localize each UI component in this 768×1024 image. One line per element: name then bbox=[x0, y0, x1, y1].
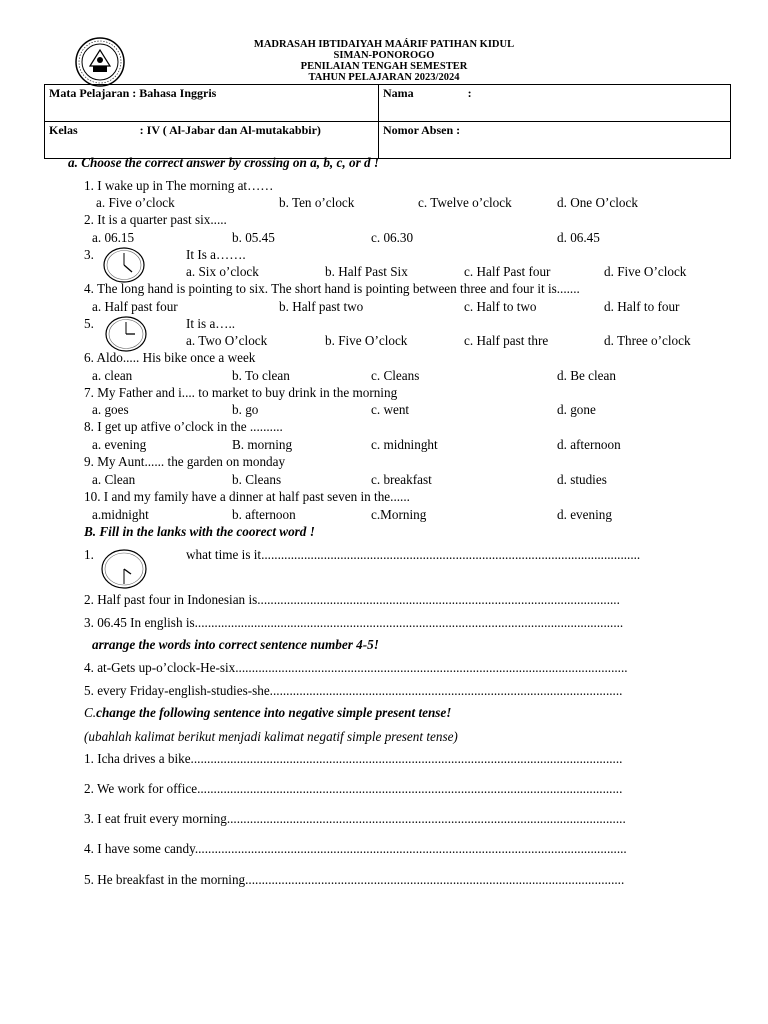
q4-option-d[interactable]: d. Half to four bbox=[604, 299, 680, 314]
name-cell[interactable] bbox=[379, 85, 731, 122]
question-5-number: 5. bbox=[84, 316, 94, 331]
question-5: It is a….. bbox=[186, 316, 236, 331]
q9-option-d[interactable]: d. studies bbox=[557, 472, 607, 487]
school-place: SIMAN-PONOROGO bbox=[333, 50, 435, 61]
absen-cell[interactable] bbox=[379, 122, 731, 159]
q1-option-a[interactable]: a. Five o’clock bbox=[96, 195, 175, 210]
class-label: Kelas bbox=[49, 123, 78, 137]
q2-option-c[interactable]: c. 06.30 bbox=[371, 230, 414, 245]
q6-option-a[interactable]: a. clean bbox=[92, 368, 133, 383]
section-c-letter: C. bbox=[84, 705, 97, 720]
question-10: 10. I and my family have a dinner at half past seven in the...... bbox=[84, 489, 410, 504]
q5-option-b[interactable]: b. Five O’clock bbox=[325, 333, 408, 348]
q9-option-b[interactable]: b. Cleans bbox=[232, 472, 282, 487]
clock-icon bbox=[100, 548, 148, 590]
clock-icon bbox=[102, 246, 146, 284]
negative-3-text[interactable]: 3. I eat fruit every morning......................................................................................................................... bbox=[84, 811, 626, 826]
q3-option-c[interactable]: c. Half Past four bbox=[464, 264, 551, 279]
q4-option-c[interactable]: c. Half to two bbox=[464, 299, 537, 314]
negative-5-text[interactable]: 5. He breakfast in the morning................................................................................................................... bbox=[84, 872, 625, 887]
school-year: TAHUN PELAJARAN 2023/2024 bbox=[308, 72, 460, 83]
q8-option-c[interactable]: c. midninght bbox=[371, 437, 438, 452]
q6-option-d[interactable]: d. Be clean bbox=[557, 368, 616, 383]
question-1: 1. I wake up in The morning at…… bbox=[84, 178, 274, 193]
name-label: Nama bbox=[383, 86, 414, 100]
negative-1-text[interactable]: 1. Icha drives a bike................................................................................................................................... bbox=[84, 751, 623, 766]
q9-option-a[interactable]: a. Clean bbox=[92, 472, 136, 487]
q6-option-b[interactable]: b. To clean bbox=[232, 368, 290, 383]
fill-1-text[interactable]: what time is it................................................................................................................... bbox=[186, 547, 641, 562]
section-c-title bbox=[84, 705, 451, 721]
q5-option-c[interactable]: c. Half past thre bbox=[464, 333, 549, 348]
fill-2-text[interactable]: 2. Half past four in Indonesian is.............................................................................................................. bbox=[84, 592, 620, 607]
q3-option-d[interactable]: d. Five O’clock bbox=[604, 264, 687, 279]
question-2: 2. It is a quarter past six..... bbox=[84, 212, 227, 227]
q7-option-b[interactable]: b. go bbox=[232, 402, 259, 417]
student-info-table bbox=[44, 84, 731, 159]
q2-option-a[interactable]: a. 06.15 bbox=[92, 230, 135, 245]
q2-option-d[interactable]: d. 06.45 bbox=[557, 230, 600, 245]
q6-option-c[interactable]: c. Cleans bbox=[371, 368, 420, 383]
question-8: 8. I get up atfive o’clock in the .......... bbox=[84, 419, 283, 434]
q10-option-b[interactable]: b. afternoon bbox=[232, 507, 296, 522]
q4-option-b[interactable]: b. Half past two bbox=[279, 299, 364, 314]
section-c-instruction: change the following sentence into negative simple present tense! bbox=[96, 705, 452, 720]
q8-option-b[interactable]: B. morning bbox=[232, 437, 293, 452]
question-3-number: 3. bbox=[84, 247, 94, 262]
question-9: 9. My Aunt...... the garden on monday bbox=[84, 454, 286, 469]
subject-label: Mata Pelajaran : Bahasa Inggris bbox=[49, 86, 217, 100]
q7-option-a[interactable]: a. goes bbox=[92, 402, 129, 417]
exam-title: PENILAIAN TENGAH SEMESTER bbox=[300, 61, 468, 72]
class-value: : IV ( Al-Jabar dan Al-mutakabbir) bbox=[139, 123, 321, 137]
section-c-subtitle: (ubahlah kalimat berikut menjadi kalimat negatif simple present tense) bbox=[84, 729, 458, 744]
question-7: 7. My Father and i.... to market to buy drink in the morning bbox=[84, 385, 398, 400]
fill-3-text[interactable]: 3. 06.45 In english is.................................................................................................................................. bbox=[84, 615, 624, 630]
subject-cell bbox=[45, 85, 379, 122]
q4-option-a[interactable]: a. Half past four bbox=[92, 299, 178, 314]
q10-option-c[interactable]: c.Morning bbox=[371, 507, 427, 522]
q10-option-d[interactable]: d. evening bbox=[557, 507, 612, 522]
q5-option-a[interactable]: a. Two O’clock bbox=[186, 333, 268, 348]
q3-option-a[interactable]: a. Six o’clock bbox=[186, 264, 259, 279]
section-b-title: B. Fill in the lanks with the coorect word ! bbox=[84, 524, 315, 539]
class-cell bbox=[45, 122, 379, 159]
q7-option-c[interactable]: c. went bbox=[371, 402, 410, 417]
absen-label: Nomor Absen : bbox=[383, 123, 461, 137]
fill-4-text[interactable]: 4. at-Gets up-o’clock-He-six....................................................................................................................... bbox=[84, 660, 628, 675]
name-colon: : bbox=[467, 86, 472, 100]
question-4: 4. The long hand is pointing to six. The short hand is pointing between three and four it is....... bbox=[84, 281, 580, 296]
school-name: MADRASAH IBTIDAIYAH MAÁRIF PATIHAN KIDUL bbox=[253, 39, 515, 50]
q8-option-a[interactable]: a. evening bbox=[92, 437, 147, 452]
negative-2-text[interactable]: 2. We work for office................................................................................................................................. bbox=[84, 781, 623, 796]
fill-1-number: 1. bbox=[84, 547, 94, 562]
q3-option-b[interactable]: b. Half Past Six bbox=[325, 264, 408, 279]
fill-5-text[interactable]: 5. every Friday-english-studies-she........................................................................................................... bbox=[84, 683, 623, 698]
q1-option-d[interactable]: d. One O’clock bbox=[557, 195, 638, 210]
q5-option-d[interactable]: d. Three o’clock bbox=[604, 333, 691, 348]
section-a-title: a. Choose the correct answer by crossing on a, b, c, or d ! bbox=[68, 155, 380, 170]
q9-option-c[interactable]: c. breakfast bbox=[371, 472, 432, 487]
arrange-instruction: arrange the words into correct sentence number 4-5! bbox=[92, 637, 379, 652]
q8-option-d[interactable]: d. afternoon bbox=[557, 437, 621, 452]
q1-option-b[interactable]: b. Ten o’clock bbox=[279, 195, 355, 210]
q10-option-a[interactable]: a.midnight bbox=[92, 507, 149, 522]
q1-option-c[interactable]: c. Twelve o’clock bbox=[418, 195, 512, 210]
q7-option-d[interactable]: d. gone bbox=[557, 402, 596, 417]
question-6: 6. Aldo..... His bike once a week bbox=[84, 350, 256, 365]
question-3: It Is a……. bbox=[186, 247, 246, 262]
q2-option-b[interactable]: b. 05.45 bbox=[232, 230, 275, 245]
clock-icon bbox=[104, 315, 148, 353]
negative-4-text[interactable]: 4. I have some candy................................................................................................................................... bbox=[84, 841, 627, 856]
